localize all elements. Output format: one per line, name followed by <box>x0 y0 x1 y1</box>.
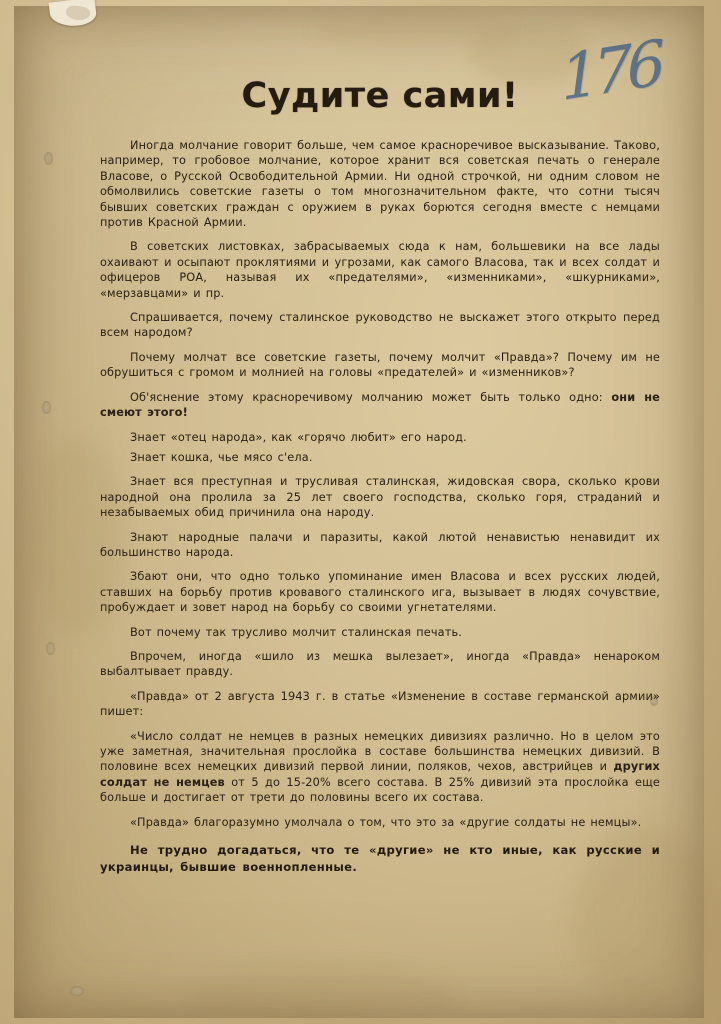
paper-hole <box>44 152 53 165</box>
paper-stain <box>314 11 514 51</box>
paragraph-text: Об'яснение этому красноречивому молчанию может быть только одно: <box>130 390 603 404</box>
document-body <box>100 76 660 887</box>
quote-emphasis: других солдат не немцев <box>100 760 660 789</box>
paper-hole <box>46 642 55 655</box>
quote-text-end: от 5 до 15-20% всего состава. В 25% дивизий эта прослойка еще больше и достигает от трети до половины всего их состава. <box>100 775 660 805</box>
paragraph: Знает «отец народа», как «горячо любит» его народ. <box>130 430 467 444</box>
paragraph-emphasis: они не смеют этого! <box>100 390 660 420</box>
paragraph: Збают они, что одно только упоминание имен Власова и всех русских людей, ставших на борьбу против кровавого сталинского ига, вызывает в людях сочувствие, пробуждает и зовет народ на борьбу со своими угнетателями. <box>100 570 660 615</box>
paragraph: Почему молчат все советские газеты, почему молчит «Правда»? Почему им не обрушиться с громом и молнией на головы «предателей» и «изменников»? <box>100 350 660 380</box>
paragraph: В советских листовках, забрасываемых сюда к нам, большевики на все лады охаивают и осыпают проклятиями и угрозами, как самого Власова, так и всех солдат и офицеров РОА, называя их «предателями», «изменниками», «шкурниками», «мерзавцами» и пр. <box>100 240 660 300</box>
paper-stain <box>194 966 454 1024</box>
paragraph: «Правда» благоразумно умолчала о том, что это за «другие солдаты не немцы». <box>130 815 642 829</box>
conclusion-paragraph: Не трудно догадаться, что те «другие» не кто иные, как русские и украинцы, бывшие военнопленные. <box>100 843 660 874</box>
paragraph-citation-intro: «Правда» от 2 августа 1943 г. в статье «Изменение в составе германской армии» пишет: <box>100 689 660 719</box>
quoted-paragraph <box>100 729 660 806</box>
page-title: Судите сами! <box>241 76 519 116</box>
paragraph: Знают народные палачи и паразиты, какой лютой ненавистью ненавидит их большинство народа. <box>100 530 660 559</box>
archive-number-handwriting: 176 <box>558 26 662 115</box>
paragraph: Спрашивается, почему сталинское руководство не выскажет этого открыто перед всем народом? <box>100 311 660 340</box>
paper-stain <box>469 24 589 84</box>
paper-sheet <box>14 6 704 1018</box>
paper-hole <box>42 401 51 414</box>
paragraph: Знает кошка, чье мясо с'ела. <box>130 450 313 464</box>
quote-text-start: «Число солдат не немцев в разных немецких дивизиях различно. Но в целом это уже заметная, значительная прослойка в составе большинства немецких дивизий. В половине всех немецких дивизий первой линии, поляков, чехов, австрийцев и <box>100 729 660 774</box>
paragraph: Вот почему так трусливо молчит сталинская печать. <box>130 625 463 639</box>
paragraph-with-bold-tail <box>100 390 660 421</box>
paragraph: Впрочем, иногда «шило из мешка вылезает», иногда «Правда» ненароком выбалтывает правду. <box>100 649 660 679</box>
paragraph: Иногда молчание говорит больше, чем самое красноречивое высказывание. Таково, например, то гробовое молчание, которое хранит вся советская печать о генерале Власове, о Русской Освободительной Армии. Ни одной строчкой, ни одним словом не обмолвились советские газеты о том многозначительном факте, что сотни тысяч бывших советских граждан с оружием в руках борются сегодня вместе с немцами против Красной Армии. <box>100 139 660 230</box>
paper-hole <box>70 986 84 996</box>
paragraph: Знает вся преступная и трусливая сталинская, жидовская свора, сколько крови народной она пролила за 25 лет своего господства, сколько горя, страданий и незабываемых обид причинила она народу. <box>100 475 660 520</box>
